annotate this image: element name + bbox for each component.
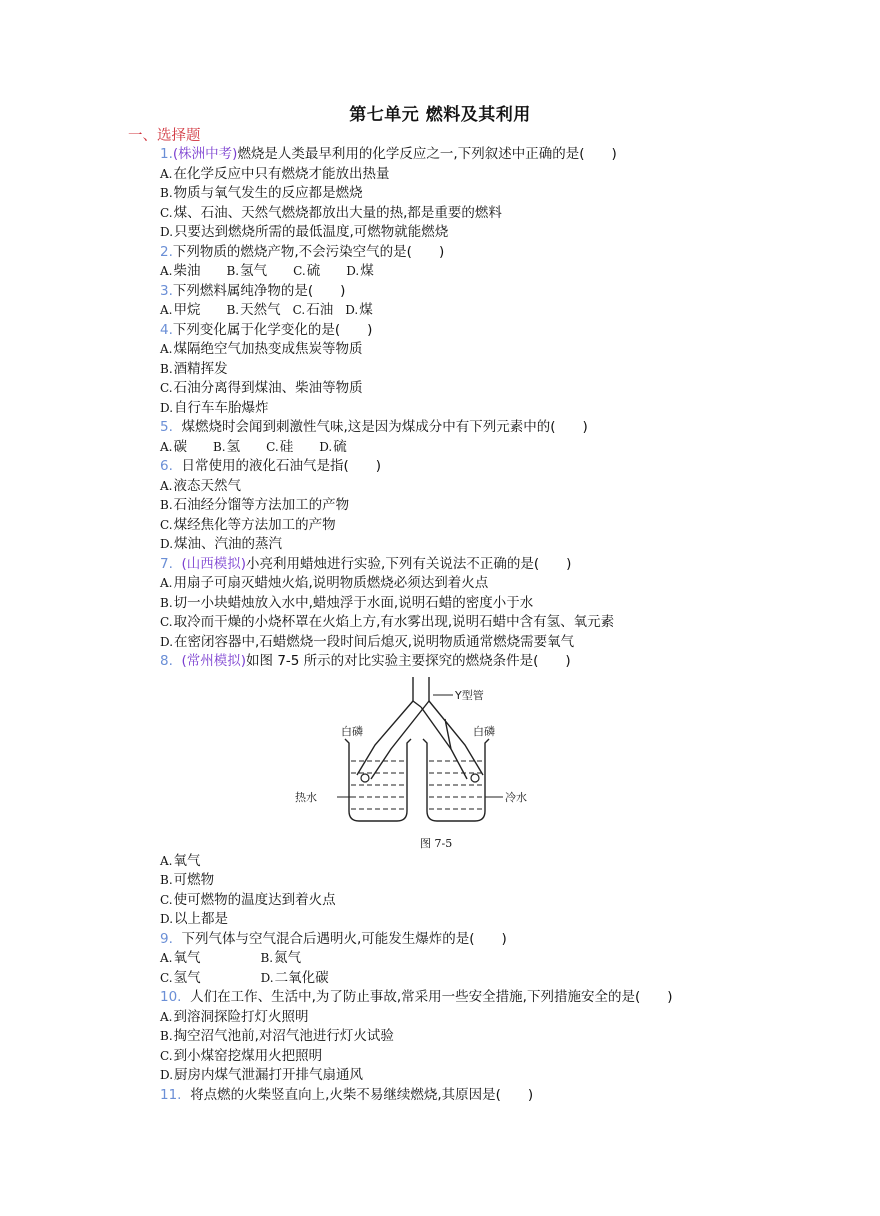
question-number: 7.	[160, 555, 173, 572]
question-number: 8.	[160, 653, 173, 669]
option: A.到溶洞探险打灯火照明	[160, 1008, 309, 1025]
question-3-stem	[160, 282, 800, 302]
option-row: A.柴油 B.氢气 C.硫 D.煤	[160, 263, 374, 279]
question-number: 1.	[160, 146, 173, 162]
question-2-stem	[160, 243, 800, 263]
question-text: 将点燃的火柴竖直向上,火柴不易继续燃烧,其原因是( )	[190, 1086, 534, 1103]
option: C.取冷而干燥的小烧杯罩在火焰上方,有水雾出现,说明石蜡中含有氢、氧元素	[160, 614, 615, 630]
question-6-stem	[160, 457, 800, 477]
question-source: (株洲中考)	[172, 146, 238, 162]
question-text: 如图 7-5 所示的对比实验主要探究的燃烧条件是( )	[246, 653, 571, 669]
option: A.氧气	[160, 852, 201, 869]
option-row: A.甲烷 B.天然气 C.石油 D.煤	[160, 302, 373, 318]
question-list	[160, 145, 800, 1105]
page-title: 第七单元 燃料及其利用	[349, 105, 531, 125]
option: D.在密闭容器中,石蜡燃烧一段时间后熄灭,说明物质通常燃烧需要氧气	[160, 633, 575, 650]
option: D.煤油、汽油的蒸汽	[160, 536, 283, 552]
question-9-stem	[160, 930, 800, 950]
section-heading: 一、选择题	[128, 128, 201, 144]
question-text: 人们在工作、生活中,为了防止事故,常采用一些安全措施,下列措施安全的是( )	[190, 989, 673, 1005]
question-text: 燃烧是人类最早利用的化学反应之一,下列叙述中正确的是( )	[237, 146, 617, 162]
option: C.使可燃物的温度达到着火点	[160, 891, 336, 908]
figure-7-5	[160, 672, 800, 852]
question-number: 9.	[160, 930, 173, 947]
option: D.自行车车胎爆炸	[160, 399, 269, 416]
option: A.在化学反应中只有燃烧才能放出热量	[160, 165, 390, 182]
question-11-stem	[160, 1086, 800, 1106]
question-number: 4.	[160, 321, 173, 338]
figure-caption: 图 7-5	[420, 836, 453, 850]
question-10-stem	[160, 988, 800, 1008]
label-y-tube: Y型管	[455, 688, 484, 702]
question-text: 下列物质的燃烧产物,不会污染空气的是( )	[172, 243, 445, 260]
question-source: (常州模拟)	[181, 653, 247, 669]
question-8-stem	[160, 652, 800, 672]
question-number: 5.	[160, 419, 173, 435]
question-text: 日常使用的液化石油气是指( )	[181, 458, 382, 474]
option: B.酒精挥发	[160, 360, 228, 377]
option: A.用扇子可扇灭蜡烛火焰,说明物质燃烧必须达到着火点	[160, 575, 489, 591]
option: C.石油分离得到煤油、柴油等物质	[160, 380, 363, 396]
option: A.煤隔绝空气加热变成焦炭等物质	[160, 341, 363, 357]
option: D.厨房内煤气泄漏打开排气扇通风	[160, 1067, 364, 1083]
question-1-stem	[160, 145, 800, 165]
option: B.切一小块蜡烛放入水中,蜡烛浮于水面,说明石蜡的密度小于水	[160, 594, 534, 611]
option: D.只要达到燃烧所需的最低温度,可燃物就能燃烧	[160, 224, 449, 240]
option: C.到小煤窑挖煤用火把照明	[160, 1047, 323, 1064]
question-4-stem	[160, 321, 800, 341]
question-text: 小亮利用蜡烛进行实验,下列有关说法不正确的是( )	[246, 555, 572, 572]
question-number: 10.	[160, 989, 182, 1005]
option: B.掏空沼气池前,对沼气池进行灯火试验	[160, 1028, 394, 1044]
option: B.物质与氧气发生的反应都是燃烧	[160, 185, 363, 201]
question-number: 3.	[160, 282, 173, 299]
question-number: 11.	[160, 1086, 182, 1103]
option: A.液态天然气	[160, 477, 241, 494]
question-text: 下列气体与空气混合后遇明火,可能发生爆炸的是( )	[181, 930, 507, 947]
question-number: 6.	[160, 458, 173, 474]
option: D.以上都是	[160, 911, 229, 927]
question-5-stem	[160, 418, 800, 438]
option: C.煤经焦化等方法加工的产物	[160, 516, 336, 533]
question-7-stem	[160, 555, 800, 575]
option-row: A.氧气 B.氮气	[160, 950, 302, 966]
label-phosphorus-left: 白磷	[341, 724, 363, 738]
label-hot-water: 热水	[295, 790, 317, 804]
question-text: 下列燃料属纯净物的是( )	[172, 282, 346, 299]
question-text: 煤燃烧时会闻到刺激性气味,这是因为煤成分中有下列元素中的( )	[181, 419, 588, 435]
question-number: 2.	[160, 243, 173, 260]
question-text: 下列变化属于化学变化的是( )	[172, 321, 373, 338]
question-source: (山西模拟)	[181, 555, 247, 572]
y-tube-apparatus-diagram	[295, 675, 565, 833]
option: B.可燃物	[160, 872, 215, 888]
label-phosphorus-right: 白磷	[473, 724, 495, 738]
option-row: C.氢气 D.二氧化碳	[160, 969, 329, 986]
option-row: A.碳 B.氢 C.硅 D.硫	[160, 438, 347, 455]
option: B.石油经分馏等方法加工的产物	[160, 497, 350, 513]
option: C.煤、石油、天然气燃烧都放出大量的热,都是重要的燃料	[160, 204, 502, 221]
label-cold-water: 冷水	[505, 790, 527, 804]
